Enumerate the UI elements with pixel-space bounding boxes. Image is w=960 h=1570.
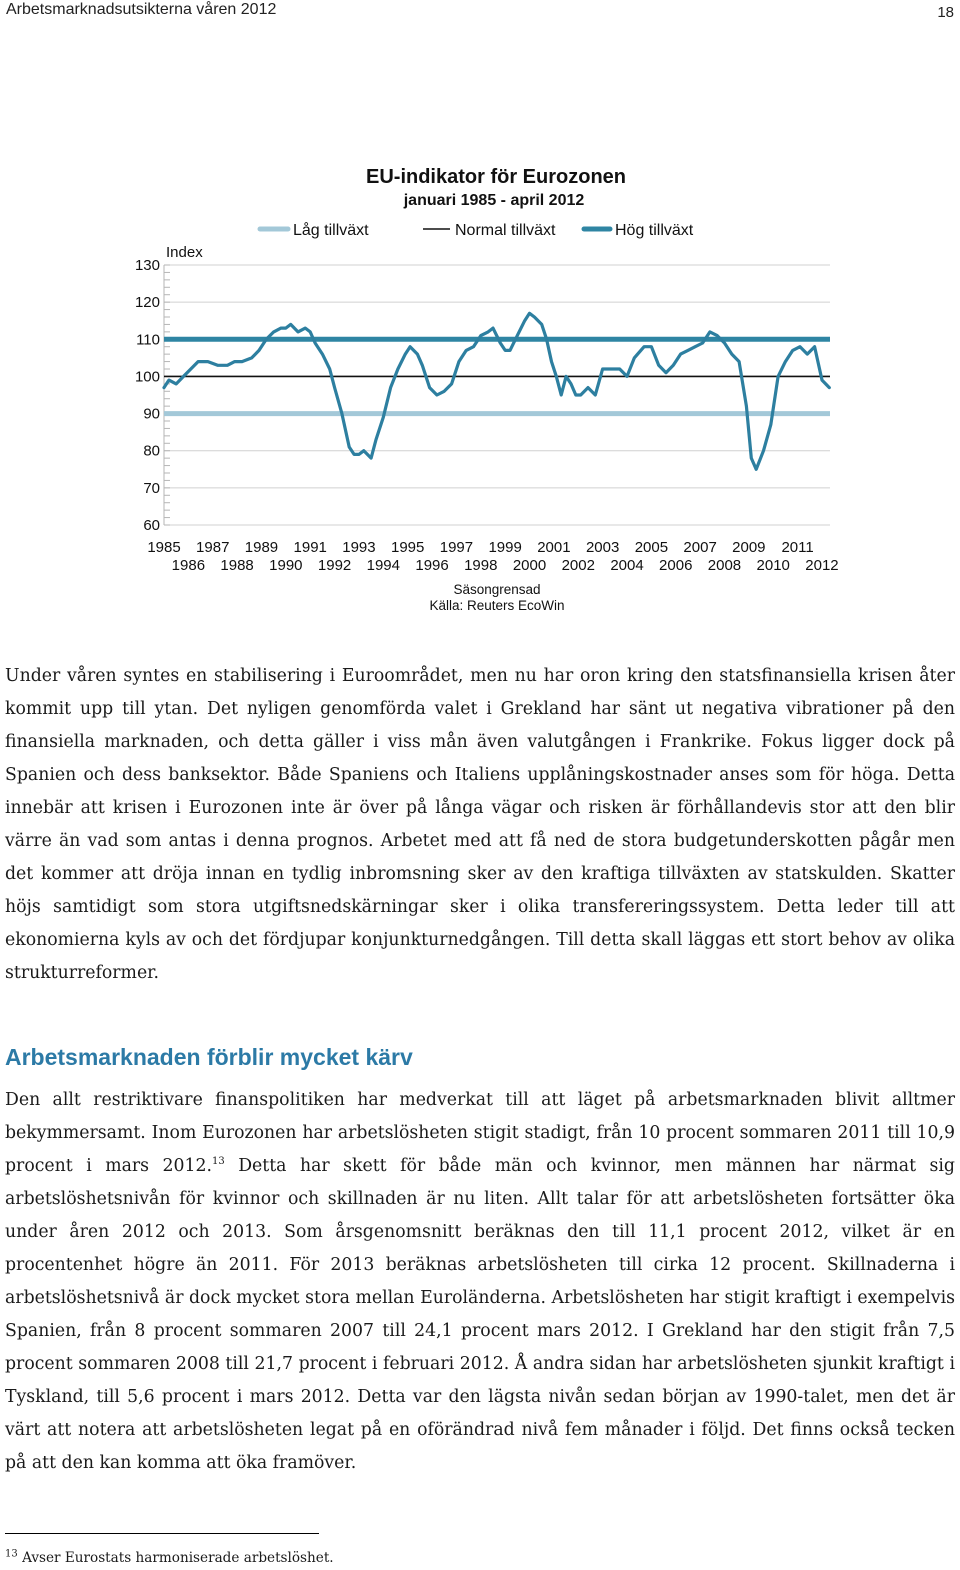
x-tick-label-1993: 1993 xyxy=(342,539,376,556)
x-tick-label-2011: 2011 xyxy=(781,539,814,556)
x-tick-label-2003: 2003 xyxy=(585,539,620,556)
footnote xyxy=(5,1549,334,1567)
y-tick-label-130: 130 xyxy=(134,257,160,274)
x-tick-label-1991: 1991 xyxy=(293,539,327,556)
x-tick-label-1996: 1996 xyxy=(415,557,449,574)
x-tick-label-2005: 2005 xyxy=(634,539,669,556)
x-tick-label-1987: 1987 xyxy=(196,539,230,556)
footnote-text: Avser Eurostats harmoniserade arbetslöshet. xyxy=(22,1550,334,1566)
x-tick-label-1994: 1994 xyxy=(366,557,401,574)
x-tick-label-2001: 2001 xyxy=(537,539,571,556)
x-tick-label-2012: 2012 xyxy=(805,557,839,574)
chart-subtitle: januari 1985 - april 2012 xyxy=(403,192,585,209)
x-axis-ticks xyxy=(147,539,838,574)
paragraph-intro: Under våren syntes en stabilisering i Euroområdet, men nu har oron kring den statsfinansiella krisen åter kommit upp till ytan. Det nyligen genomförda valet i Grekland har sänt ut negativa vibrationer på den finansiella marknaden, och detta gäller i viss mån även valutgången i Frankrike. Fokus ligger dock på Spanien och dess banksektor. Både Spaniens och Italiens upplåningskostnader anses som för höga. Detta innebär att krisen i Eurozonen inte är över på långa vägar och risken är förhållandevis stor att den blir värre än vad som antas i denna prognos. Arbetet med att få ned de stora budgetunderskotten pågår men det kommer att dröja innan en tydlig inbromsning sker av den kraftiga tillväxten av statskulden. Skatter höjs samtidigt som stora utgiftsnedskärningar sker i olika transfereringssystem. Detta leder till att ekonomierna kyls av och det fördjupar konjunkturnedgången. Till detta skall läggas ett stort behov av olika strukturreformer. xyxy=(5,666,955,983)
legend-label-normal: Normal tillväxt xyxy=(455,222,556,239)
y-tick-label-100: 100 xyxy=(134,368,160,386)
chart-gridlines xyxy=(164,265,830,525)
y-tick-label-90: 90 xyxy=(143,405,160,423)
chart-note-source: Källa: Reuters EcoWin xyxy=(429,598,565,613)
x-tick-label-1997: 1997 xyxy=(439,539,474,556)
x-tick-label-1989: 1989 xyxy=(244,539,279,556)
chart-legend xyxy=(260,221,694,239)
page-header xyxy=(0,0,960,22)
y-tick-label-110: 110 xyxy=(136,331,160,349)
legend-label-high: Hög tillväxt xyxy=(615,222,694,239)
chart-note-seasonal: Säsongrensad xyxy=(453,582,541,597)
x-tick-label-1985: 1985 xyxy=(147,539,181,556)
eu-indicator-chart xyxy=(0,150,960,630)
x-tick-label-2002: 2002 xyxy=(561,557,595,574)
x-tick-label-2009: 2009 xyxy=(732,539,766,556)
footnote-reference[interactable]: 13 xyxy=(211,1156,225,1168)
y-axis-label: Index xyxy=(166,244,203,261)
x-tick-label-2004: 2004 xyxy=(610,557,644,574)
y-tick-label-60: 60 xyxy=(143,517,160,534)
y-tick-label-120: 120 xyxy=(134,294,160,312)
paragraph-labour-market xyxy=(5,1084,955,1480)
header-title: Arbetsmarknadsutsikterna våren 2012 xyxy=(6,1,277,18)
x-tick-label-2006: 2006 xyxy=(659,557,693,574)
x-tick-label-2010: 2010 xyxy=(756,557,790,574)
series-line-0 xyxy=(164,313,829,469)
x-tick-label-1998: 1998 xyxy=(464,557,498,574)
x-tick-label-1986: 1986 xyxy=(171,557,206,574)
x-tick-label-1999: 1999 xyxy=(488,539,522,556)
x-tick-label-1988: 1988 xyxy=(220,557,254,574)
y-axis-ticks xyxy=(135,257,160,534)
footnote-number: 13 xyxy=(5,1548,18,1560)
chart-title: EU-indikator för Eurozonen xyxy=(366,166,626,188)
x-tick-label-2007: 2007 xyxy=(683,539,717,556)
y-tick-label-80: 80 xyxy=(143,442,160,460)
x-tick-label-2000: 2000 xyxy=(512,557,547,574)
y-tick-label-70: 70 xyxy=(143,479,160,497)
y-axis-minor-ticks xyxy=(164,265,170,525)
section-heading: Arbetsmarknaden förblir mycket kärv xyxy=(5,1044,413,1070)
x-tick-label-1995: 1995 xyxy=(391,539,425,556)
footnote-divider xyxy=(5,1533,319,1534)
page-number: 18 xyxy=(937,4,954,21)
legend-label-low: Låg tillväxt xyxy=(293,222,369,239)
x-tick-label-1990: 1990 xyxy=(269,557,303,574)
series-lines xyxy=(164,313,829,469)
paragraph-labour-market-part1: Den allt restriktivare finanspolitiken har medverkat till att läget på arbetsmarknaden blivit alltmer bekymmersamt. Inom Eurozonen har arbetslösheten stigit stadigt, från 10 procent sommaren 2011 till 10,9 procent i mars 2012. xyxy=(5,1090,955,1176)
x-tick-label-1992: 1992 xyxy=(317,557,352,574)
x-tick-label-2008: 2008 xyxy=(707,557,742,574)
paragraph-labour-market-part2: Detta har skett för både män och kvinnor, men männen har närmat sig arbetslöshetsnivån för kvinnor och skillnaden är nu liten. Allt talar för att arbetslösheten fortsätter öka under åren 2012 och 2013. Som årsgenomsnitt beräknas den till 11,1 procent 2012, vilket är en procentenhet högre än 2011. För 2013 beräknas arbetslösheten till cirka 12 procent. Skillnaderna i arbetslöshetsnivå är dock mycket stora mellan Euroländerna. Arbetslösheten har stigit kraftigt i exempelvis Spanien, från 8 procent sommaren 2007 till 24,1 procent mars 2012. I Grekland har den stigit från 7,5 procent sommaren 2008 till 21,7 procent i februari 2012. Å andra sidan har arbetslösheten sjunkit kraftigt i Tyskland, till 5,6 procent i mars 2012. Detta var den lägsta nivån sedan början av 1990-talet, men det är värt att notera att arbetslösheten legat på en oförändrad nivå fem månader i följd. Det finns också tecken på att den kan komma att öka framöver. xyxy=(5,1156,955,1473)
